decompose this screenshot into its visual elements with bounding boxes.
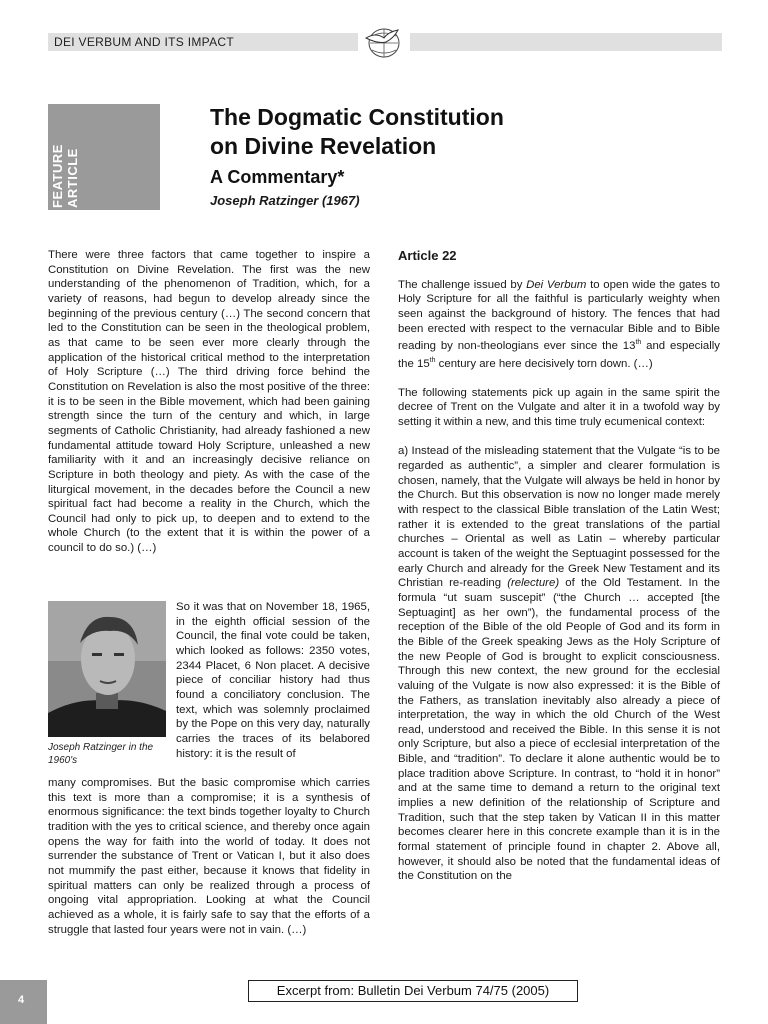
feature-article-box [48,104,160,210]
section-title: DEI VERBUM AND ITS IMPACT [54,35,234,49]
page-number: 4 [18,994,25,1006]
left-column-continued [48,776,370,937]
page-number-box [0,980,47,1024]
section-heading: Article 22 [398,248,457,263]
right-p1-sup2: th [429,356,436,364]
right-paragraph-3 [398,444,720,884]
right-paragraph-2: The following statements pick up again in the same spirit the decree of Trent on the Vulgate and alter it in a twofold way by setting it within a new, and this time truly ecumenical context: [398,386,720,429]
left-paragraph-2-full: many compromises. But the basic compromise which carries this text is more than a compromise; it is a synthesis of enormous significance: the text binds together loyalty to Church tradition with the yes to critical science, and thereby once again opens the way for faith into the world of today. It does not surrender the substance of Trent or Vatican I, but it also does not mummify the past either, because it knows that fidelity in spiritual matters can only be realized through a process of ongoing vital appropriation. Looking at what the Council achieved as a whole, it is fairly safe to say that the efforts of a struggle that lasted four years were not in vain. (…) [48,777,370,936]
article-author: Joseph Ratzinger (1967) [210,193,360,208]
left-column [48,248,370,556]
title-line-2: on Divine Revelation [210,133,437,159]
left-paragraph-2-wrap: So it was that on November 18, 1965, in the eighth official session of the Council, the final vote could be taken, which looked as follows: 2350 votes, 2344 Placet, 6 Non placet. A decisive piece of conciliar history had thus found a conciliatory conclusion. The text, which was solemnly proclaimed by the Pope on this very day, naturally carries the traces of its belabored history: it is the result of [176,601,370,760]
right-p3-em: (relecture) [507,577,560,590]
right-p1-b: to open wide the gates to Holy Scripture for all the faithful is particularly weighty when seen against the background of history. The fences that had been erected with respect to the vernacular Bible and to Bible reading by non-theologians ever since the 13 [398,278,720,353]
right-column [398,249,720,899]
feature-line-2: ARTICLE [65,148,80,208]
right-p1-sup1: th [635,339,642,347]
feature-label [50,104,86,208]
right-p1-d: century are here decisively torn down. (…) [435,357,653,370]
logo-graphic [358,22,410,62]
portrait-graphic [48,601,166,737]
photo-caption: Joseph Ratzinger in the 1960's [48,742,154,766]
title-line-1: The Dogmatic Constitution [210,104,504,130]
right-p3-b: of the Old Testament. In the formula “ut suam suscepit” (“the Church … accepted [the Septuagint] as her own”), the fundamental process of the reception of the Bible of the old People of God and its form in the Bible of the Greek speaking Jews as the Holy Scripture of the new People of God is brought to explicit consciousness. Through this new context, the new ground for the ecclesial valuing of the Vulgate is now also expressed: it is the Bible of the Fathers, as translation inevitably also already a piece of interpretation, the way in which the old Church of the West read, understood and received the Bible. In this sense it is not only Scripture, but also a piece of ecclesial interpretation of the Bible, and “tradition”. To declare it alone authentic would be to place tradition above Scripture. In contrast, to “hold it in honor” and at the same time to demand a return to the original text implies a new definition of the relationship of Scripture and Tradition, such that the step taken by Vatican II in this matter becomes clearer here in this concrete example than it is in the formal statement of principle found in chapter 2. Above all, however, it should also be noted that the fundamental ideas of the Constitution on the [398,577,720,883]
right-paragraph-1 [398,278,720,372]
right-p1-c: and especially the 15 [398,340,720,370]
excerpt-source: Excerpt from: Bulletin Dei Verbum 74/75 (2005) [248,980,578,1002]
portrait-photo [48,601,166,737]
photo-block [48,601,166,767]
left-wrap-column [176,600,370,761]
left-paragraph-1: There were three factors that came together to inspire a Constitution on Divine Revelation. The first was the new understanding of the phenomenon of Tradition, which, for a variety of reasons, had begun to develop already since the beginning of the previous century (…) The second concern that led to the Constitution can be seen in the theological problem, as that came to be seen ever more clearly through the application of the historical critical method to the interpretation of Holy Scripture (…) The third driving force behind the Constitution on Revelation is also the most positive of the three: it is to be seen in the Bible movement, which had been gaining strength since the turn of the century and which, in large segments of Catholic Christianity, had already fashioned a new fundamental attitude toward Holy Scripture, unleashed a new familiarity with it and an increasingly decisive reliance on Scripture in both theology and piety. As with the case of the liturgical movement, in the decades before the Council a new spiritual fact had become a reality in the Church, which the Council had only to pick up, to deepen and to extend to the whole Church (to the extent that it is within the power of a council to do so.) (…) [48,249,370,555]
dove-globe-logo-icon [358,22,410,62]
right-p1-a: The challenge issued by [398,278,527,291]
article-subtitle: A Commentary* [210,167,345,187]
right-p3-a: a) Instead of the misleading statement that the Vulgate “is to be regarded as authentic”, a simpler and clearer formulation is chosen, namely, that the Vulgate will always be held in honor by the Church. But this observation is now no longer made merely with respect to the classical Bible translation of the Latin West; rather it is extended to the great translations of the partial churches – Oriental as well as Latin – whereby particular account is taken of the weight the Septuagint possessed for the early Church and already for the Greek New Testament and its Christian re-reading [398,445,720,590]
article-title [210,103,710,161]
right-p1-em: Dei Verbum [526,278,587,291]
feature-line-1: FEATURE [50,144,65,208]
